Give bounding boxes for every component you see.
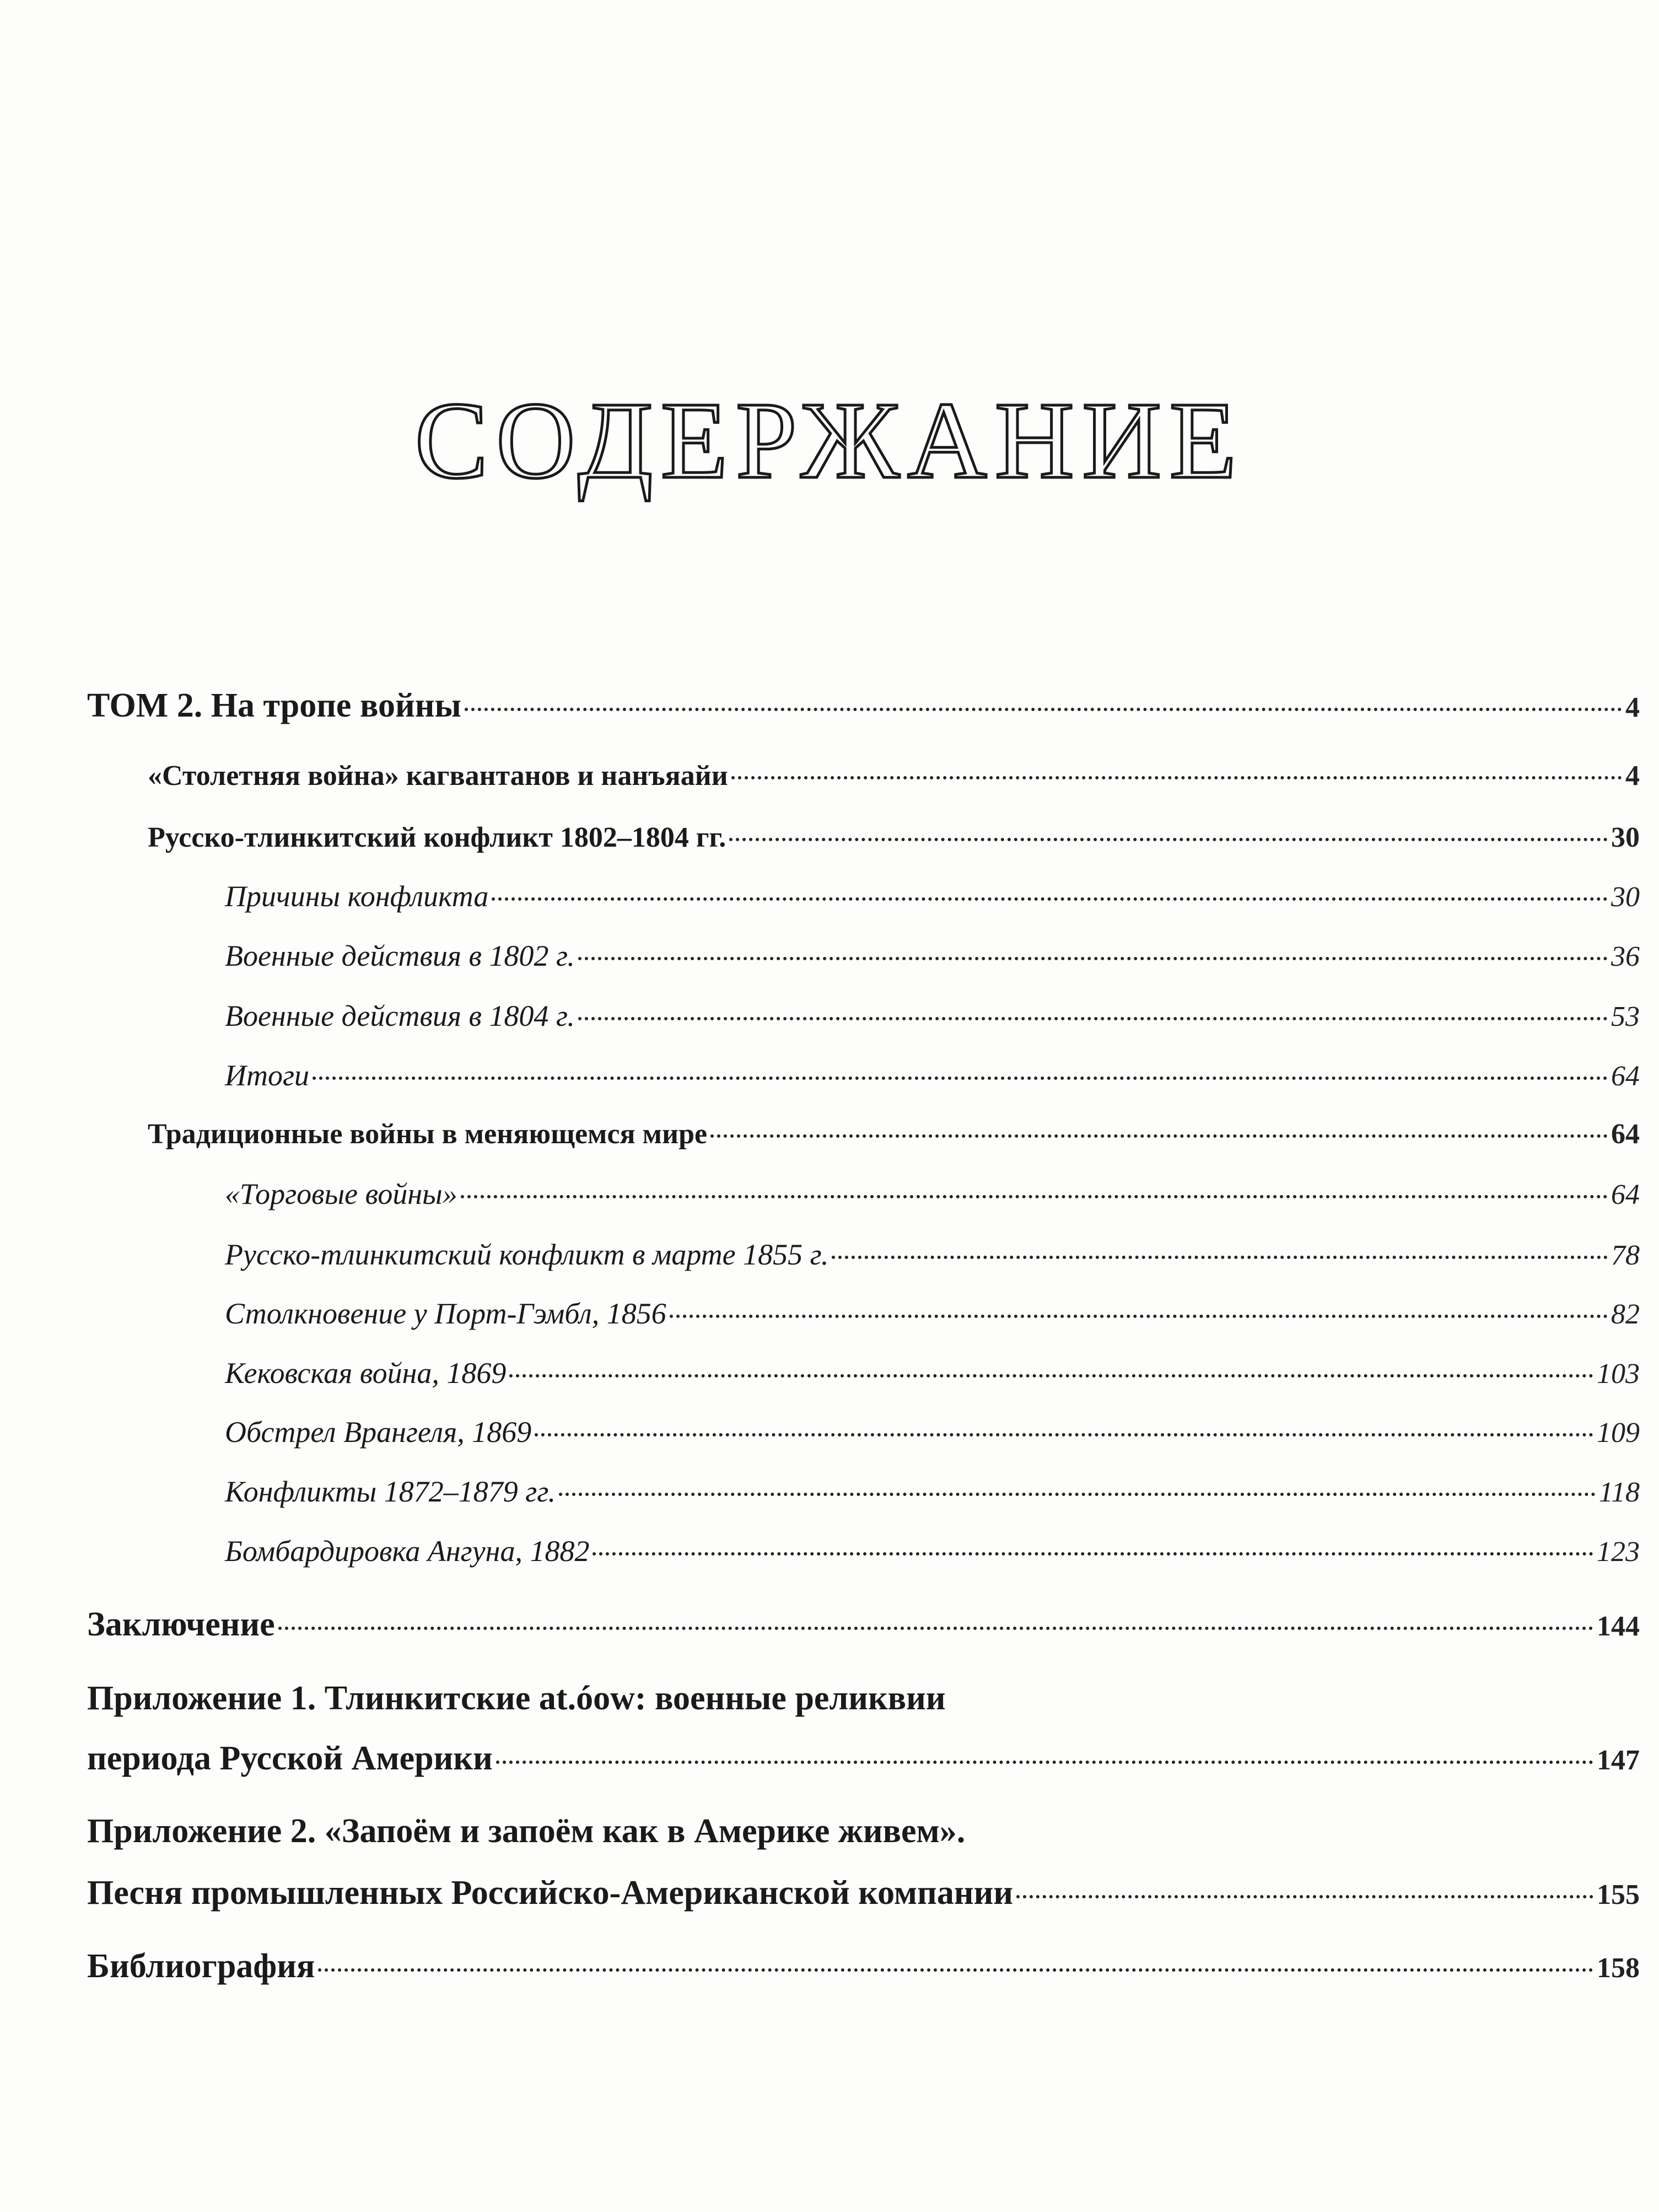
dot-leader xyxy=(535,1433,1593,1436)
dot-leader xyxy=(710,1134,1608,1138)
toc-entry-actions-1802[interactable] xyxy=(225,939,1640,973)
toc-entry-port-gamble[interactable] xyxy=(225,1296,1640,1331)
toc-entry-line-2 xyxy=(87,1874,1640,1913)
toc-entry-kake-war[interactable] xyxy=(225,1356,1640,1390)
toc-entry-conflict-1855[interactable] xyxy=(225,1237,1640,1272)
toc-entry-page: 147 xyxy=(1597,1745,1640,1776)
toc-entry-label: Причины конфликта xyxy=(225,880,489,913)
toc-entry-page: 155 xyxy=(1597,1879,1640,1910)
toc-entry-actions-1804[interactable] xyxy=(225,999,1640,1033)
toc-entry-bibliography[interactable] xyxy=(87,1947,1640,1986)
dot-leader xyxy=(313,1077,1608,1080)
dot-leader xyxy=(318,1968,1593,1972)
toc-entry-label: Итоги xyxy=(225,1059,310,1092)
toc-entry-page: 144 xyxy=(1597,1611,1640,1642)
toc-entry-page: 158 xyxy=(1597,1952,1640,1984)
toc-entry-conflicts-1872-1879[interactable] xyxy=(225,1474,1640,1509)
toc-entry-label: Русско-тлинкитский конфликт в марте 1855 г. xyxy=(225,1238,829,1271)
toc-entry-label-continued: периода Русской Америки xyxy=(87,1740,493,1777)
toc-entry-label: Столкновение у Порт-Гэмбл, 1856 xyxy=(225,1297,666,1330)
toc-entry-label: Военные действия в 1804 г. xyxy=(225,999,575,1032)
toc-entry-label: Традиционные войны в меняющемся мире xyxy=(148,1118,708,1150)
toc-entry-causes[interactable] xyxy=(225,879,1640,913)
dot-leader xyxy=(496,1761,1593,1764)
dot-leader xyxy=(465,708,1622,711)
toc-entry-label: Библиография xyxy=(87,1947,315,1985)
dot-leader xyxy=(559,1493,1596,1496)
toc-entry-page: 4 xyxy=(1625,692,1640,723)
toc-entry-page: 109 xyxy=(1597,1417,1640,1449)
toc-entry-label: «Столетняя война» кагвантанов и нанъяайи xyxy=(148,760,728,792)
toc-entry-page: 82 xyxy=(1611,1299,1640,1330)
toc-entry-volume-2[interactable] xyxy=(87,686,1640,725)
toc-entry-page: 78 xyxy=(1611,1240,1640,1271)
toc-entry-page: 64 xyxy=(1611,1061,1640,1092)
toc-entry-label: Русско-тлинкитский конфликт 1802–1804 гг. xyxy=(148,822,726,853)
dot-leader xyxy=(592,1552,1593,1556)
toc-entry-line-2 xyxy=(87,1739,1640,1778)
toc-entry-angoon[interactable] xyxy=(225,1534,1640,1568)
toc-entry-page: 30 xyxy=(1611,822,1640,853)
toc-entry-page: 118 xyxy=(1598,1477,1640,1508)
toc-entry-label: Военные действия в 1802 г. xyxy=(225,939,575,972)
dot-leader xyxy=(729,838,1608,841)
toc-entry-label: «Торговые войны» xyxy=(225,1177,457,1210)
dot-leader xyxy=(731,776,1622,779)
toc-entry-page: 64 xyxy=(1611,1118,1640,1150)
toc-entry-wrangell[interactable] xyxy=(225,1415,1640,1449)
toc-entry-page: 64 xyxy=(1611,1179,1640,1210)
toc-entry-label: Заключение xyxy=(87,1606,275,1643)
toc-entry-traditional-wars[interactable] xyxy=(148,1118,1640,1150)
toc-entry-page: 30 xyxy=(1611,881,1640,913)
dot-leader xyxy=(509,1374,1593,1377)
toc-entry-page: 123 xyxy=(1597,1536,1640,1568)
toc-entry-page: 36 xyxy=(1611,941,1640,972)
dot-leader xyxy=(832,1256,1608,1259)
toc-entry-page: 53 xyxy=(1611,1001,1640,1032)
dot-leader xyxy=(578,1017,1608,1020)
dot-leader xyxy=(461,1195,1608,1198)
toc-entry-label-continued: Песня промышленных Российско-Американской компании xyxy=(87,1874,1014,1912)
dot-leader xyxy=(278,1627,1593,1630)
dot-leader xyxy=(492,897,1608,901)
toc-entry-trade-wars[interactable] xyxy=(225,1177,1640,1211)
toc-entry-label: Обстрел Врангеля, 1869 xyxy=(225,1416,532,1449)
toc-entry-century-war[interactable] xyxy=(148,760,1640,792)
dot-leader xyxy=(670,1315,1608,1318)
toc-entry-page: 103 xyxy=(1597,1358,1640,1390)
toc-entry-label: Приложение 2. «Запоём и запоём как в Америке живем». xyxy=(87,1812,966,1850)
toc-entry-page: 4 xyxy=(1625,760,1640,792)
toc-entry-label: ТОМ 2. На тропе войны xyxy=(87,687,461,724)
toc-entry-label: Бомбардировка Ангуна, 1882 xyxy=(225,1535,590,1568)
toc-entry-conclusion[interactable] xyxy=(87,1605,1640,1644)
toc-entry-label: Конфликты 1872–1879 гг. xyxy=(225,1475,556,1508)
dot-leader xyxy=(578,957,1608,960)
toc-entry-conflict-1802-1804[interactable] xyxy=(148,821,1640,854)
toc-entry-results[interactable] xyxy=(225,1058,1640,1092)
dot-leader xyxy=(1016,1895,1593,1898)
toc-entry-label: Приложение 1. Тлинкитские at.óow: военные реликвии xyxy=(87,1680,946,1717)
toc-entry-label: Кековская война, 1869 xyxy=(225,1357,507,1390)
page-title: СОДЕРЖАНИЕ xyxy=(414,380,1245,502)
